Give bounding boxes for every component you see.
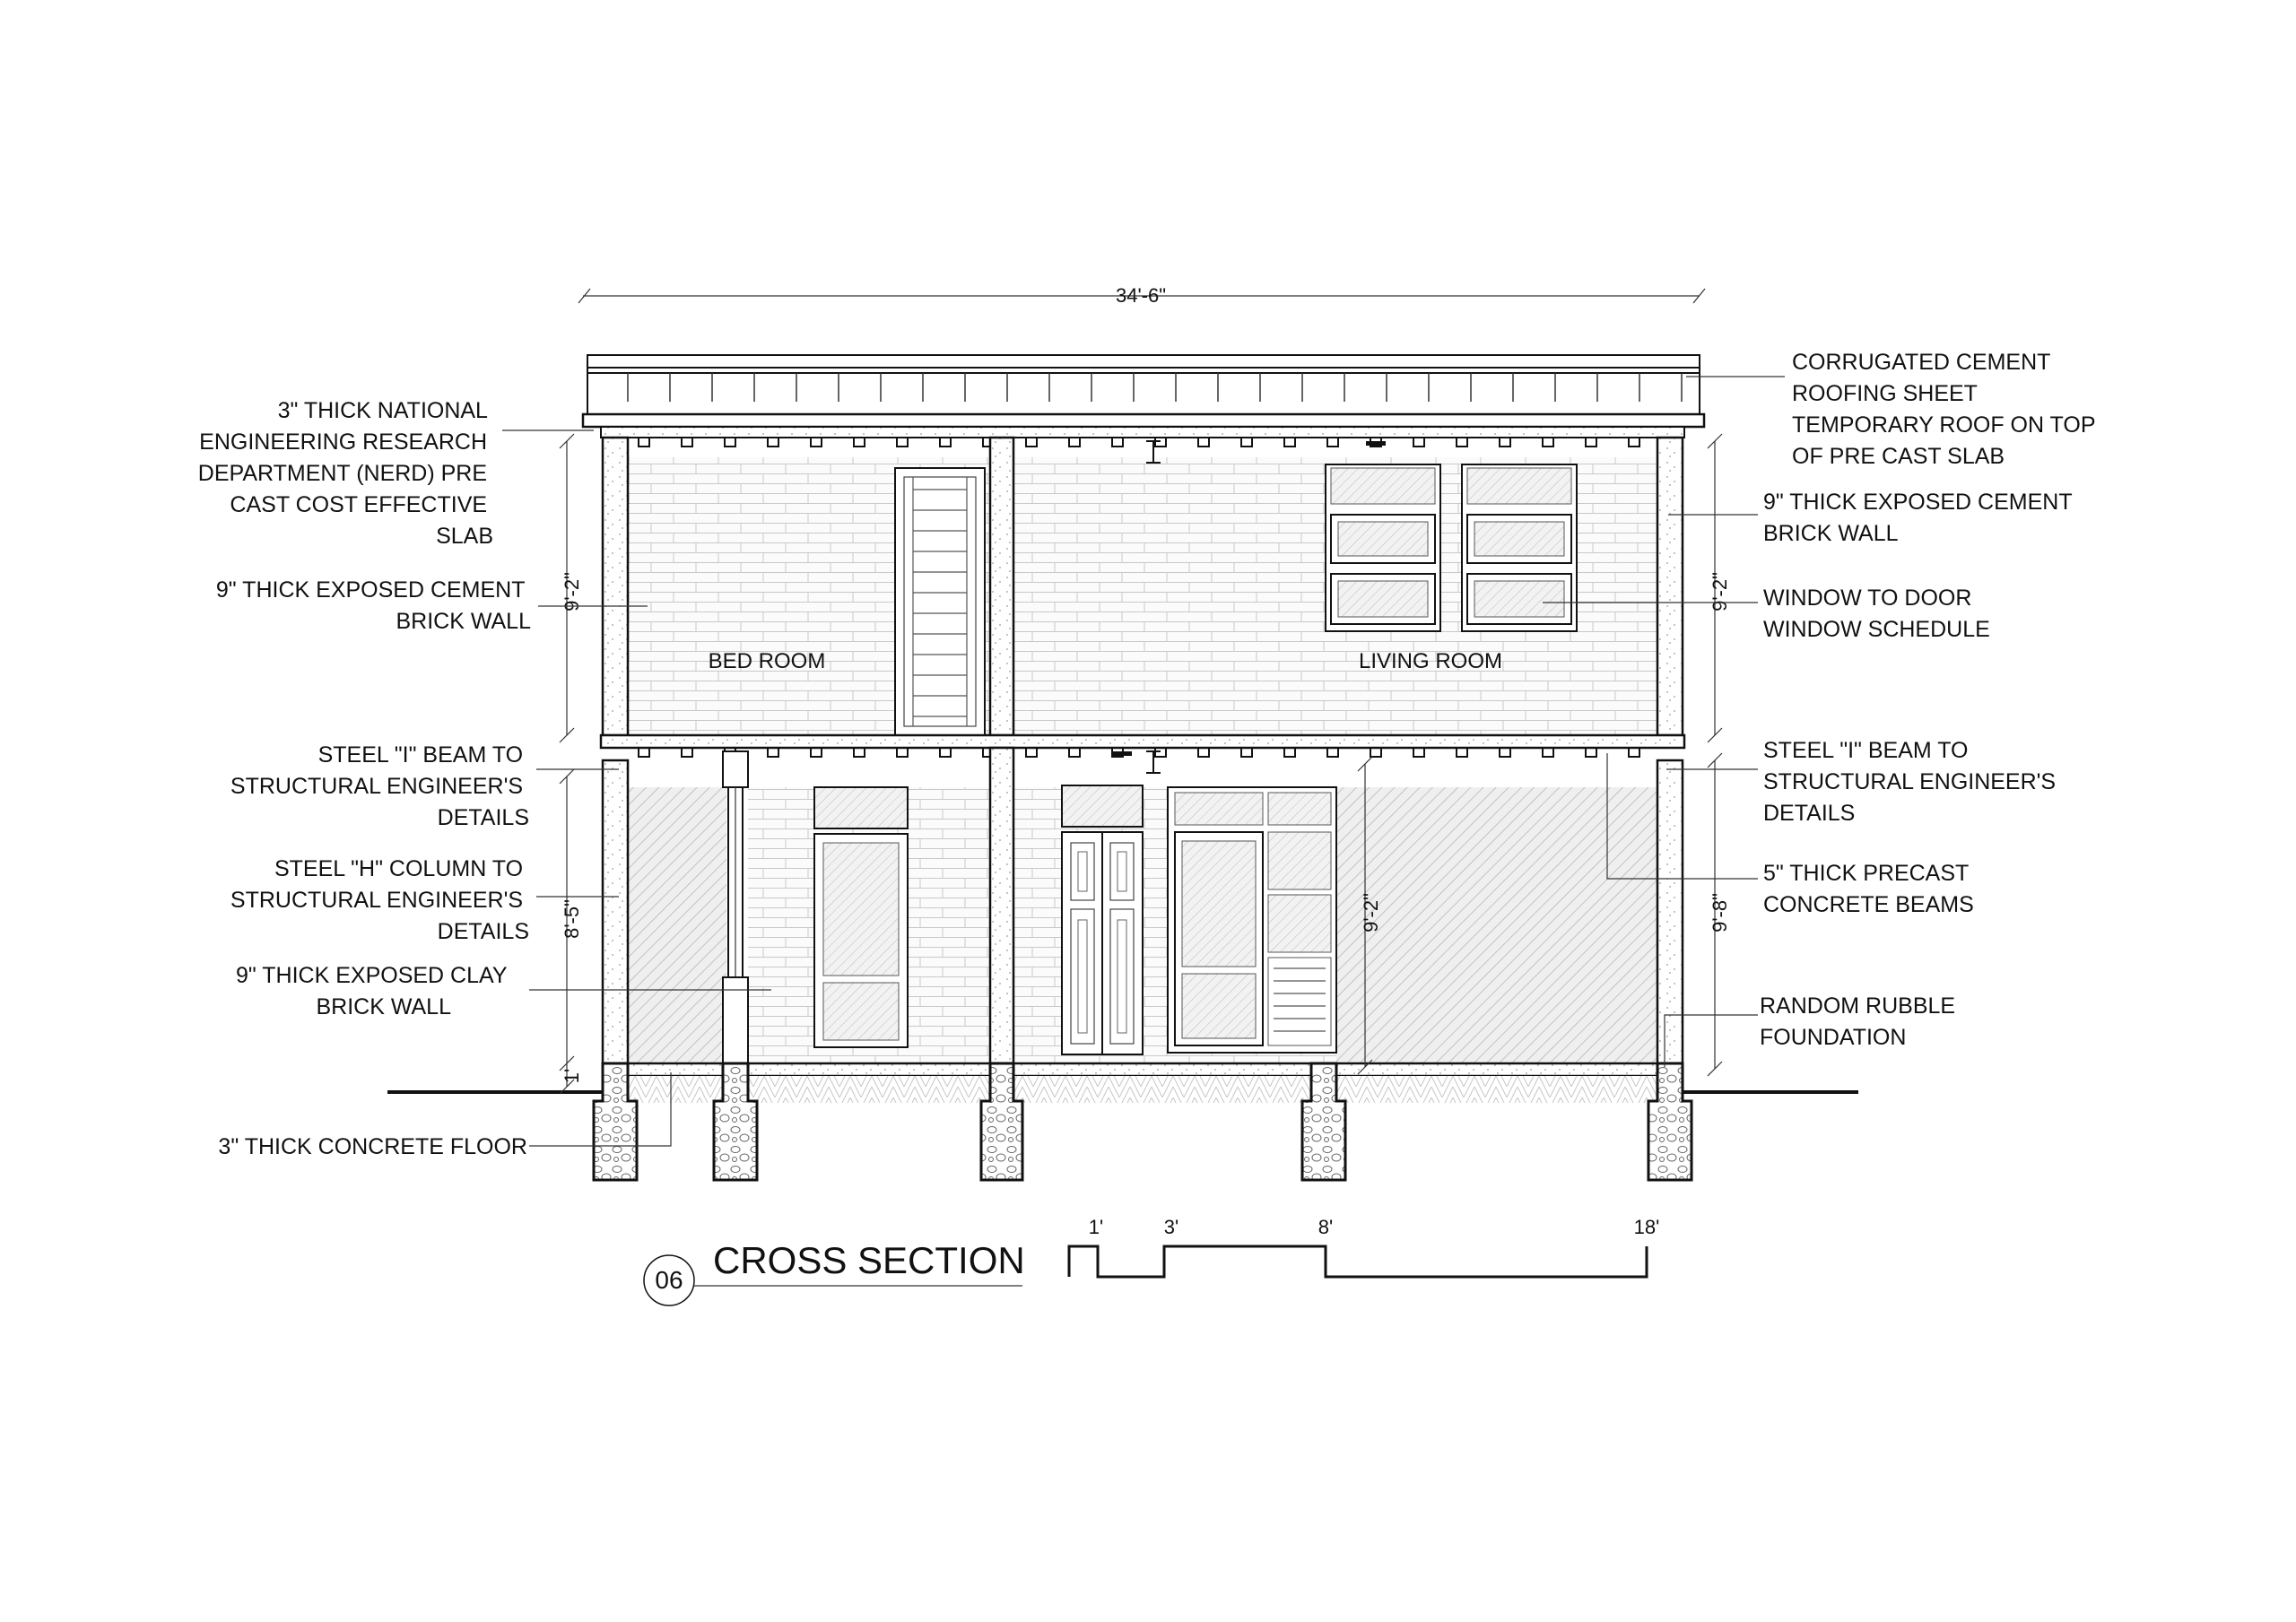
concrete-floor [603,1063,1683,1076]
precast-beam [811,748,822,757]
scale-1ft: 1' [1088,1216,1104,1238]
scale-18ft: 18' [1633,1216,1660,1238]
precast-beam [639,438,649,447]
lower-open-area-left [628,787,726,1067]
precast-beam [1370,748,1381,757]
precast-beam [1457,438,1467,447]
precast-beam [897,748,908,757]
upper-precast-beams [639,438,1639,447]
precast-beam [1327,748,1338,757]
precast-beam [1241,438,1252,447]
dim-upper-left: 9'-2" [561,572,583,612]
precast-beam [768,438,778,447]
dim-lower-mid: 9'-2" [1360,893,1382,932]
corrugated-roof [583,355,1704,427]
living-room-window-right [1462,464,1577,631]
precast-beam [1586,748,1596,757]
label-i-beam-right: STEEL "I" BEAM TO STRUCTURAL ENGINEER'S DETAILS [1763,738,2057,826]
precast-beam [1112,438,1123,447]
label-roofing: CORRUGATED CEMENT ROOFING SHEET TEMPORARY ROOF ON TOP OF PRE CAST SLAB [1792,350,2096,469]
lower-left-door [814,787,908,1047]
h-column [723,751,748,1067]
label-cement-wall-left: 9" THICK EXPOSED CEMENT BRICK WALL [215,577,531,634]
precast-beam [1241,748,1252,757]
left-annotations [198,398,531,1159]
precast-beam [1327,438,1338,447]
lower-right-wall [1657,760,1683,1067]
label-concrete-floor: 3" THICK CONCRETE FLOOR [218,1134,527,1159]
precast-beam [854,438,865,447]
overall-dimension-label: 34'-6" [1115,284,1167,307]
living-room-window-left [1326,464,1440,631]
title-text: CROSS SECTION [713,1239,1025,1281]
precast-beam [1284,438,1295,447]
dim-plinth: 1' [561,1068,583,1084]
room-label-bed-room: BED ROOM [708,649,826,673]
precast-beam [1284,748,1295,757]
scale-8ft: 8' [1318,1216,1334,1238]
precast-beam [1457,748,1467,757]
scale-3ft: 3' [1163,1216,1179,1238]
dim-upper-right: 9'-2" [1709,572,1731,612]
precast-beam [940,438,951,447]
lower-floor [603,748,1683,1067]
precast-beam [811,438,822,447]
precast-beam [1586,438,1596,447]
bedroom-door [895,468,985,735]
precast-beam [725,438,735,447]
label-window-door: WINDOW TO DOOR WINDOW SCHEDULE [1763,585,1990,642]
lower-left-wall [603,760,628,1067]
label-h-column: STEEL "H" COLUMN TO STRUCTURAL ENGINEER'S DETAILS [230,856,529,944]
precast-beam [1500,438,1510,447]
ground-and-foundation [387,1063,1858,1180]
precast-beam [682,748,692,757]
precast-beam [639,748,649,757]
lower-precast-beams [639,748,1639,757]
precast-beam [940,748,951,757]
upper-left-wall [603,438,628,735]
title-number: 06 [655,1266,683,1294]
dim-lower-right: 9'-8" [1709,893,1731,932]
precast-beam [768,748,778,757]
label-precast-beams: 5" THICK PRECAST CONCRETE BEAMS [1763,861,1974,917]
precast-beam [897,438,908,447]
label-i-beam-left: STEEL "I" BEAM TO STRUCTURAL ENGINEER'S DETAILS [230,742,529,830]
precast-beam [1069,438,1080,447]
lower-center-door [1062,785,1143,1054]
precast-beam [854,748,865,757]
label-nerd-slab: 3" THICK NATIONAL ENGINEERING RESEARCH DEPARTMENT (NERD) PRE CAST COST EFFECTIVE SLAB [197,398,493,549]
upper-right-wall [1657,438,1683,735]
lower-middle-wall [990,748,1013,1067]
dim-lower-left: 8'-5" [561,899,583,939]
precast-beam [1026,438,1037,447]
label-cement-wall-right: 9" THICK EXPOSED CEMENT BRICK WALL [1763,490,2073,546]
precast-beam [682,438,692,447]
room-label-living-room: LIVING ROOM [1358,649,1503,673]
label-clay-wall: 9" THICK EXPOSED CLAY BRICK WALL [236,963,508,1019]
scale-bar [1069,1216,1659,1277]
precast-beam [1629,748,1639,757]
precast-beam [1198,748,1209,757]
overall-dimension [578,284,1705,307]
precast-beam [1413,748,1424,757]
precast-beam [1543,438,1553,447]
precast-beam [1413,438,1424,447]
precast-beam [1069,748,1080,757]
intermediate-slab [601,735,1684,773]
i-beam-marker-2 [1146,751,1161,773]
precast-beam [1026,748,1037,757]
lower-right-door-window [1168,787,1336,1053]
drawing-title [644,1239,1025,1305]
upper-middle-wall [990,438,1013,735]
label-foundation: RANDOM RUBBLE FOUNDATION [1760,993,1956,1050]
precast-beam [1629,438,1639,447]
upper-floor [601,427,1684,735]
precast-beam [1543,748,1553,757]
earth-fill [603,1076,1683,1103]
right-annotations [1760,350,2101,1050]
precast-beam [1500,748,1510,757]
precast-beam [1198,438,1209,447]
lower-open-area-right [1336,787,1657,1067]
